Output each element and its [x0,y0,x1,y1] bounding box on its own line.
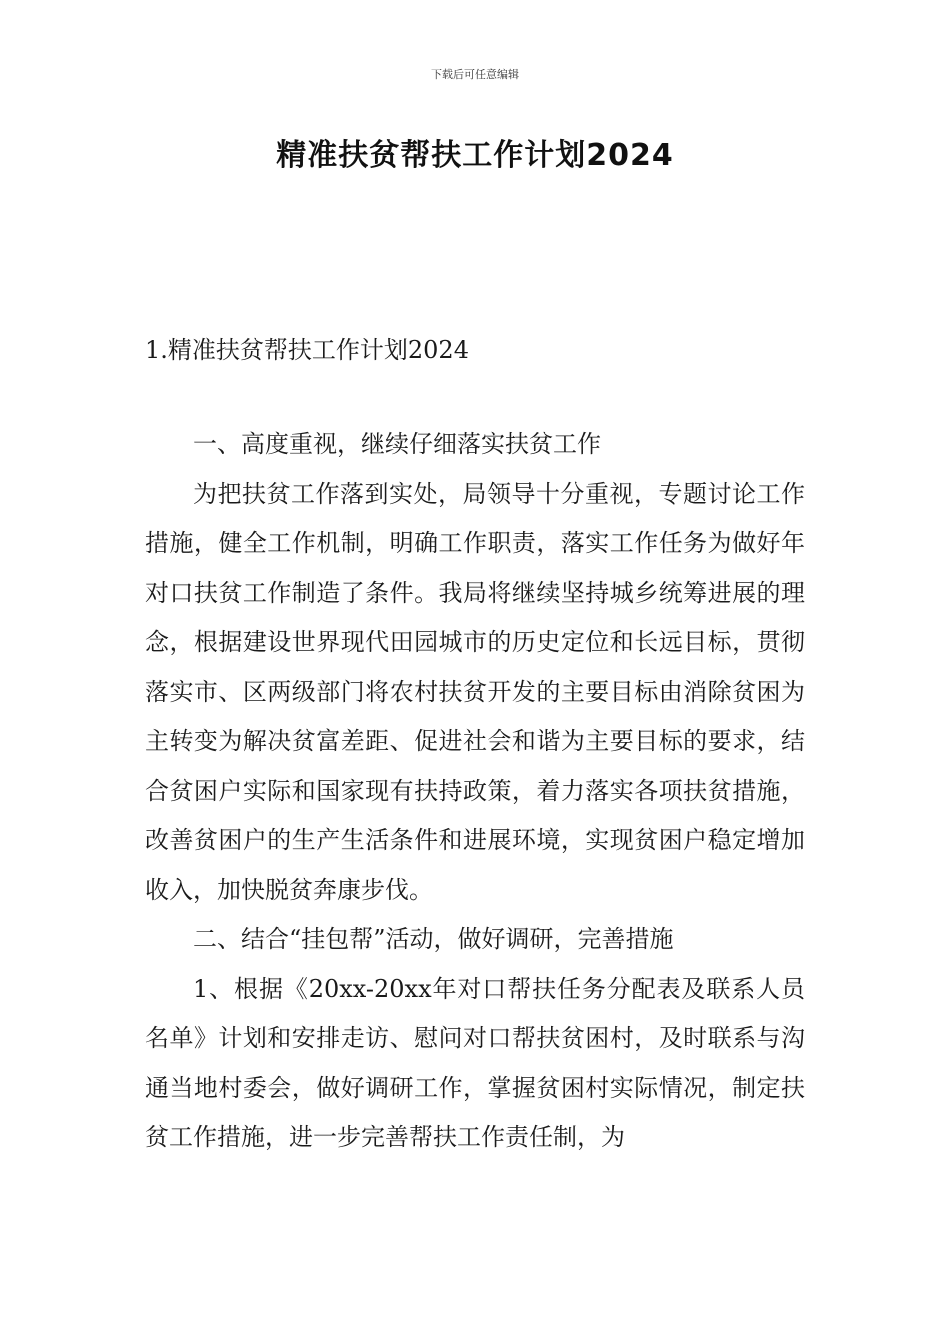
document-title: 精准扶贫帮扶工作计划2024 [276,138,674,173]
section-subtitle: 1.精准扶贫帮扶工作计划2024 [145,336,469,364]
paragraph-2: 1、根据《20xx-20xx年对口帮扶任务分配表及联系人员名单》计划和安排走访、慰问对口帮扶贫困村，及时联系与沟通当地村委会，做好调研工作，掌握贫困村实际情况，制定扶贫工作措施，进一步完善帮扶工作责任制，为 [145,974,805,1151]
header-note: 下载后可任意编辑 [431,68,519,81]
heading-2: 二、结合“挂包帮”活动，做好调研，完善措施 [193,925,674,953]
heading-1: 一、高度重视，继续仔细落实扶贫工作 [193,430,601,458]
paragraph-1: 为把扶贫工作落到实处，局领导十分重视，专题讨论工作措施，健全工作机制，明确工作职责，落实工作任务为做好年对口扶贫工作制造了条件。我局将继续坚持城乡统筹进展的理念，根据建设世界现代田园城市的历史定位和长远目标，贯彻落实市、区两级部门将农村扶贫开发的主要目标由消除贫困为主转变为解决贫富差距、促进社会和谐为主要目标的要求，结合贫困户实际和国家现有扶持政策，着力落实各项扶贫措施，改善贫困户的生产生活条件和进展环境，实现贫困户稳定增加收入，加快脱贫奔康步伐。 [145,479,805,904]
document-body [145,420,805,1163]
